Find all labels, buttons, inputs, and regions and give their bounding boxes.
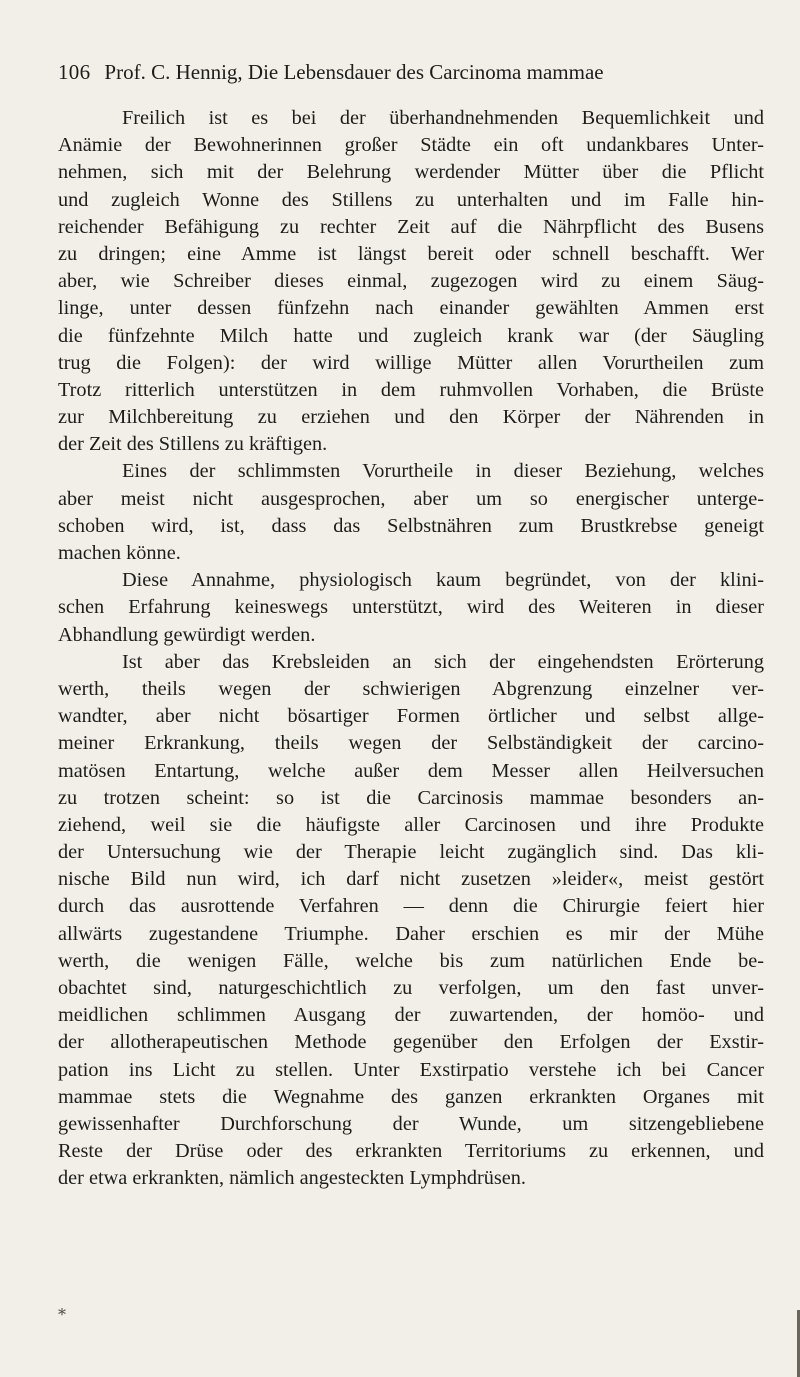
text-line: gewissenhafter Durchforschung der Wunde, um sitzengebliebene [58,1112,764,1135]
text-line: der allotherapeutischen Methode gegenüber den Erfolgen der Exstir- [58,1031,764,1054]
text-line: Freilich ist es bei der überhandnehmenden Bequemlichkeit und [122,107,764,129]
text-line: linge, unter dessen fünfzehn nach einander gewählten Ammen erst [58,297,764,320]
text-line: aber meist nicht ausgesprochen, aber um so energischer unterge- [58,487,764,510]
text-line: werth, theils wegen der schwierigen Abgrenzung einzelner ver- [58,677,764,700]
text-line: meidlichen schlimmen Ausgang der zuwartenden, der homöo- und [58,1004,764,1027]
text-line: der Untersuchung wie der Therapie leicht zugänglich sind. Das kli- [58,841,764,864]
text-line: Eines der schlimmsten Vorurtheile in dieser Beziehung, welches [122,460,764,483]
text-line: durch das ausrottende Verfahren — denn die Chirurgie feiert hier [58,895,764,918]
footnote-mark: * [58,1305,66,1324]
text-line: und zugleich Wonne des Stillens zu unterhalten und im Falle hin- [58,188,764,211]
text-line: nehmen, sich mit der Belehrung werdender Mütter über die Pflicht [58,161,764,184]
body-text [58,105,764,1193]
text-line: wandter, aber nicht bösartiger Formen örtlicher und selbst allge- [58,705,764,728]
text-line: schoben wird, ist, dass das Selbstnähren zum Brustkrebse geneigt [58,514,764,537]
text-line: matösen Entartung, welche außer dem Messer allen Heilversuchen [58,759,764,782]
page-number: 106 [58,60,91,84]
running-title: Prof. C. Hennig, Die Lebensdauer des Carcinoma mammae [104,60,604,84]
text-line: zur Milchbereitung zu erziehen und den Körper der Nährenden in [58,406,764,429]
text-line: die fünfzehnte Milch hatte und zugleich krank war (der Säugling [58,324,764,347]
text-line: meiner Erkrankung, theils wegen der Selbständigkeit der carcino- [58,732,764,755]
text-line: Ist aber das Krebsleiden an sich der eingehendsten Erörterung [122,650,764,673]
text-line: Trotz ritterlich unterstützen in dem ruhmvollen Vorhaben, die Brüste [58,378,764,401]
text-line: zu trotzen scheint: so ist die Carcinosis mammae besonders an- [58,786,764,809]
text-line: zu dringen; eine Amme ist längst bereit oder schnell beschafft. Wer [58,242,764,265]
text-line: mammae stets die Wegnahme des ganzen erkrankten Organes mit [58,1085,764,1108]
text-line: obachtet sind, naturgeschichtlich zu verfolgen, um den fast unver- [58,977,764,999]
text-line: machen könne. [58,542,181,564]
text-line: allwärts zugestandene Triumphe. Daher erschien es mir der Mühe [58,922,764,945]
text-line: der Zeit des Stillens zu kräftigen. [58,433,328,456]
text-line: Abhandlung gewürdigt werden. [58,623,316,646]
text-line: nische Bild nun wird, ich darf nicht zusetzen »leider«, meist gestört [58,868,764,891]
text-line: werth, die wenigen Fälle, welche bis zum natürlichen Ende be- [58,949,764,972]
text-line: ziehend, weil sie die häufigste aller Carcinosen und ihre Produkte [58,813,764,836]
text-line: Diese Annahme, physiologisch kaum begründet, von der klini- [122,569,764,592]
text-line: pation ins Licht zu stellen. Unter Exstirpatio verstehe ich bei Cancer [58,1058,764,1081]
text-line: trug die Folgen): der wird willige Mütter allen Vorurtheilen zum [58,351,764,374]
text-line: aber, wie Schreiber dieses einmal, zugezogen wird zu einem Säug- [58,270,764,293]
text-line: Reste der Drüse oder des erkrankten Territoriums zu erkennen, und [58,1140,764,1163]
text-line: der etwa erkrankten, nämlich angesteckten Lymphdrüsen. [58,1167,526,1190]
text-line: schen Erfahrung keineswegs unterstützt, wird des Weiteren in dieser [58,596,764,619]
running-head [58,57,758,87]
text-line: Anämie der Bewohnerinnen großer Städte ein oft undankbares Unter- [58,134,764,157]
text-line: reichender Befähigung zu rechter Zeit auf die Nährpflicht des Busens [58,215,764,238]
